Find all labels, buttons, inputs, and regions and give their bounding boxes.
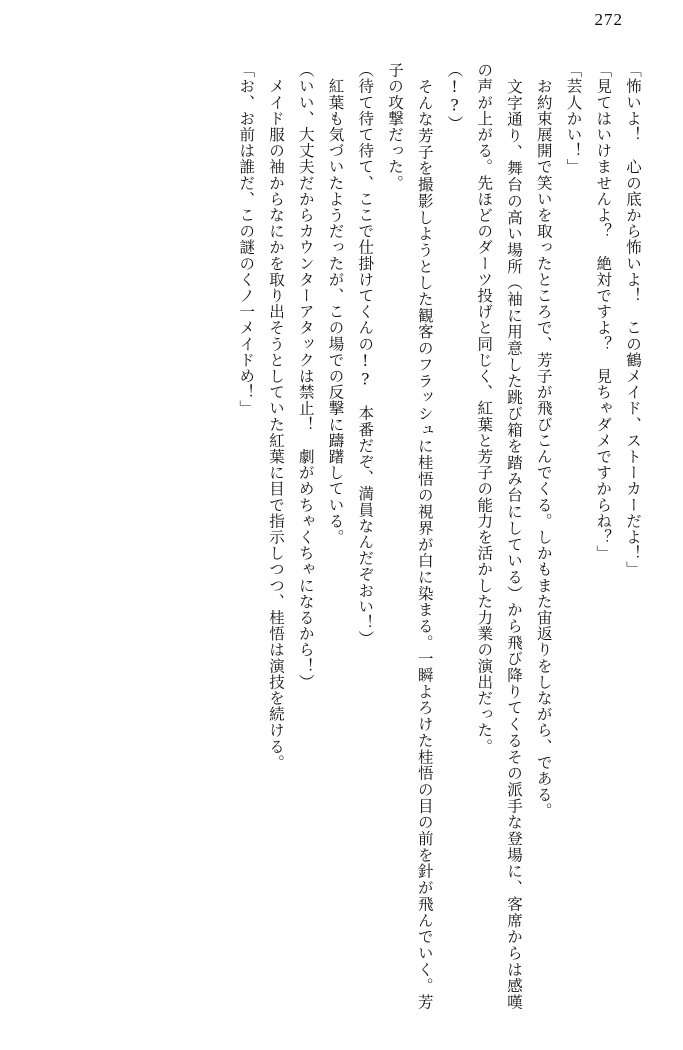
- paragraph: 紅葉も気づいたようだったが、この場での反撃に躊躇している。: [326, 62, 345, 545]
- paragraph: （待て待て待て、ここで仕掛けてくんの!? 本番だぞ、満員なんだぞおい！）: [356, 62, 375, 647]
- paragraph: （!?）: [445, 62, 464, 132]
- paragraph: 「芸人かい！」: [564, 62, 583, 175]
- paragraph: メイド服の袖からなにかを取り出そうとしていた紅葉に目で指示しつつ、桂悟は演技を続ける。: [267, 62, 285, 771]
- paragraph: そんな芳子を撮影しようとした観客のフラッシュに桂悟の視界が白に染まる。一瞬よろけた桂悟の目の前を針が飛んでいく。芳子の攻撃だった。: [386, 62, 434, 1010]
- paragraph: 「怖いよ！ 心の底から怖いよ！ この鶴メイド、ストーカーだよ！」: [624, 62, 642, 578]
- paragraph: お約束展開で笑いを取ったところで、芳子が飛びこんでくる。しかもまた宙返りをしながら、である。: [534, 62, 553, 819]
- paragraph: （いい、大丈夫だからカウンターアタックは禁止！ 劇がめちゃくちゃになるから！）: [296, 62, 315, 690]
- paragraph: 「見てはいけませんよ？ 絶対ですよ？ 見ちゃダメですからね？」: [594, 62, 613, 562]
- paragraph: 文字通り、舞台の高い場所（袖に用意した跳び箱を踏み台にしている）から飛び降りてくるその派手な登場に、客席からは感嘆の声が上がる。先ほどのダーツ投げと同じく、紅葉と芳子の能力を活かした力業の演出だった。: [475, 62, 523, 1010]
- page-body-text: [34, 62, 647, 1010]
- paragraph: 「お、お前は誰だ、この謎のくノ一メイドめ！」: [237, 62, 256, 417]
- page-number: 272: [594, 10, 623, 29]
